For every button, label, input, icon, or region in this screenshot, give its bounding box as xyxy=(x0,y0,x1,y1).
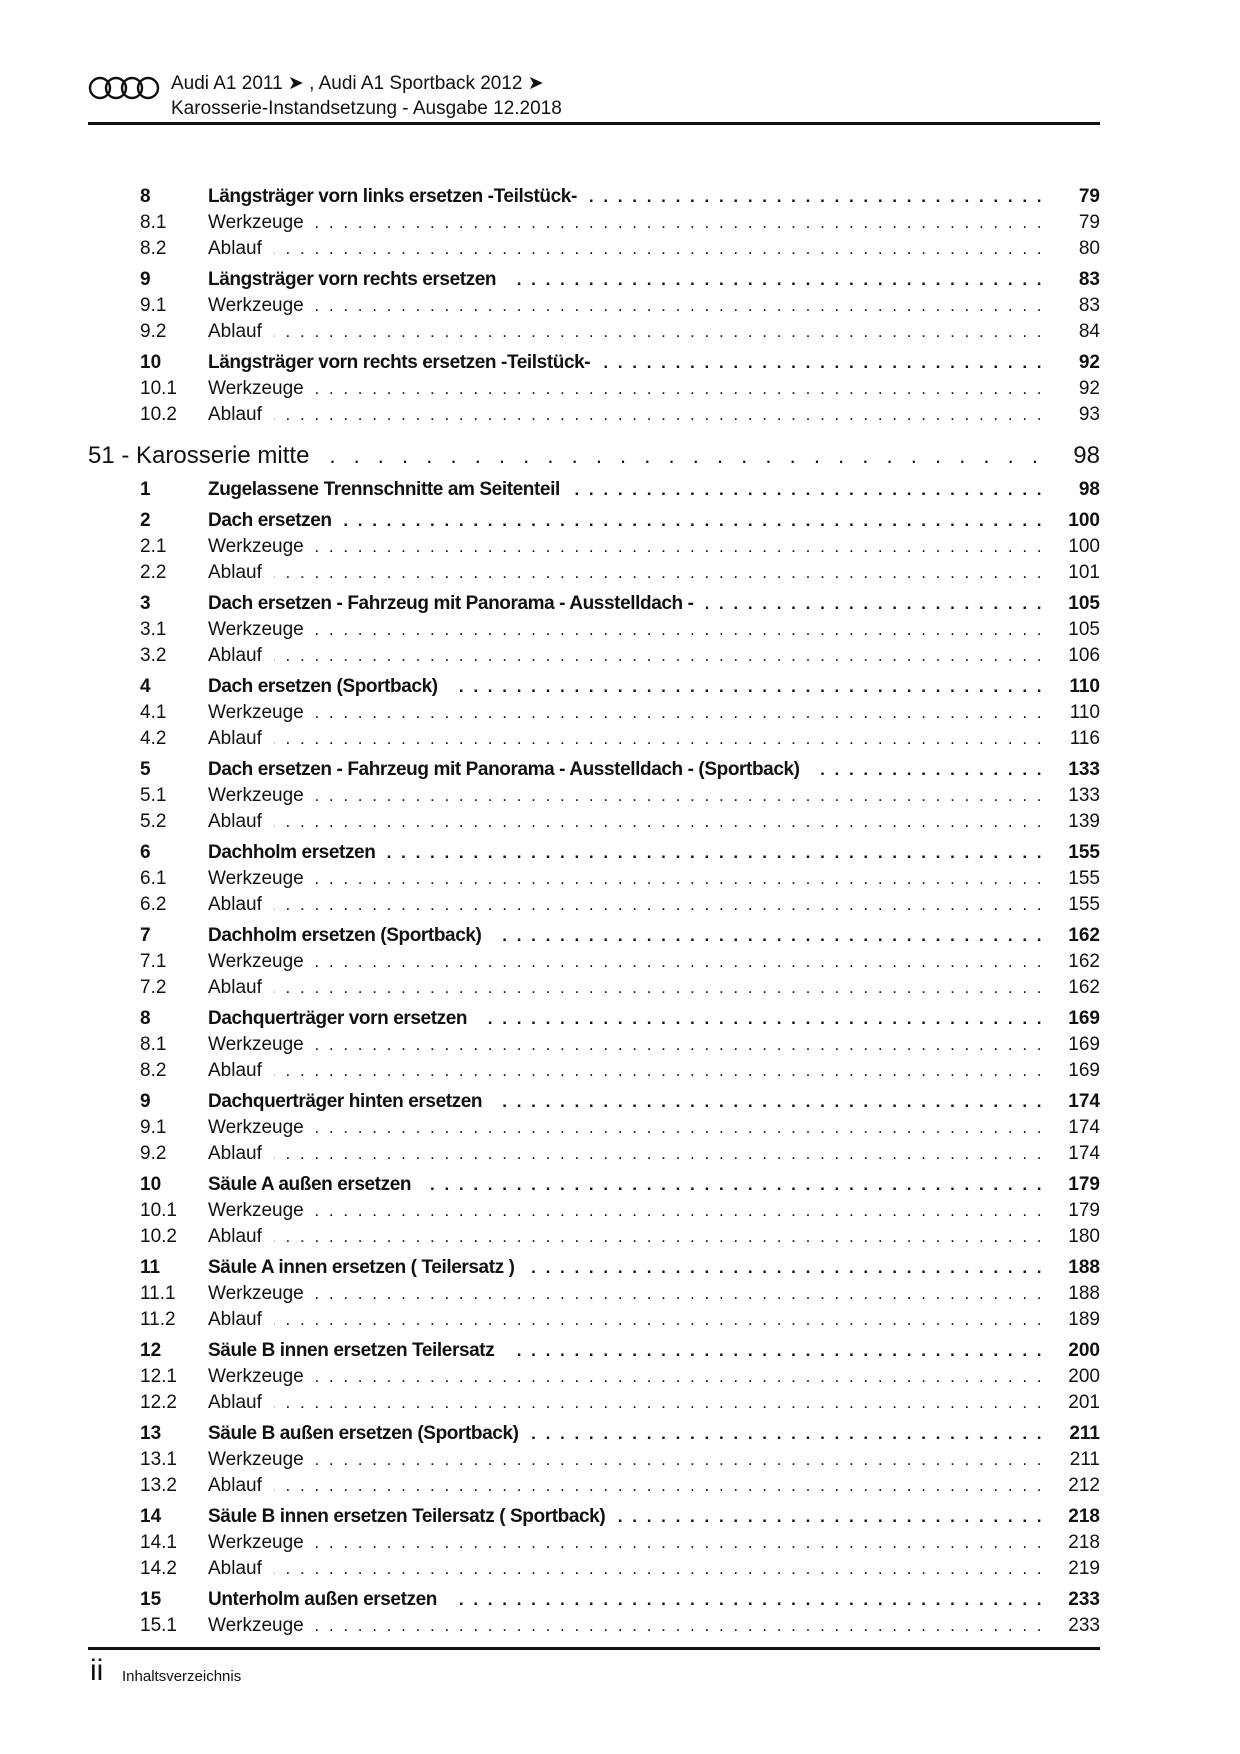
toc-page-number[interactable]: 105 xyxy=(1068,619,1100,640)
toc-subentry[interactable] xyxy=(88,532,1100,558)
footer-label: Inhaltsverzeichnis xyxy=(122,1668,242,1685)
toc-subentry[interactable] xyxy=(88,807,1100,833)
dot-leader xyxy=(316,1366,1044,1388)
dot-leader xyxy=(316,1200,1044,1222)
dot-leader xyxy=(706,593,1044,615)
toc-entry-title[interactable]: Werkzeuge xyxy=(208,1283,304,1304)
toc-entry-number: 15 xyxy=(140,1589,162,1610)
toc-entry-title[interactable]: Säule B innen ersetzen Teilersatz xyxy=(208,1340,495,1361)
toc-subentry[interactable] xyxy=(88,1113,1100,1139)
dot-leader xyxy=(531,1423,1044,1445)
toc-entry-number: 8 xyxy=(140,186,151,207)
toc-entry-title[interactable]: Säule A innen ersetzen ( Teilersatz ) xyxy=(208,1257,515,1278)
dot-leader xyxy=(316,1117,1044,1139)
toc-page-number[interactable]: 188 xyxy=(1068,1283,1100,1304)
toc-entry-number: 13 xyxy=(140,1423,162,1444)
toc-page-number[interactable]: 169 xyxy=(1068,1034,1100,1055)
toc-page-number[interactable]: 179 xyxy=(1068,1200,1100,1221)
toc-entry-title[interactable]: Werkzeuge xyxy=(208,1532,304,1553)
toc-page-number[interactable]: 174 xyxy=(1068,1143,1100,1164)
toc-entry-title[interactable]: Werkzeuge xyxy=(208,1034,304,1055)
toc-entry-title[interactable]: Werkzeuge xyxy=(208,868,304,889)
toc-chapter-entry[interactable] xyxy=(88,501,1100,532)
dot-leader xyxy=(812,759,1044,781)
toc-entry-number: 8.2 xyxy=(140,238,167,259)
toc-page-number[interactable]: 80 xyxy=(1078,238,1100,259)
toc-entry-title[interactable]: Ablauf xyxy=(208,1558,262,1579)
dot-leader xyxy=(602,352,1044,374)
toc-entry-number: 10 xyxy=(140,352,162,373)
toc-subentry[interactable] xyxy=(88,698,1100,724)
toc-page-number[interactable]: 162 xyxy=(1068,977,1100,998)
dot-leader xyxy=(274,728,1044,750)
toc-entry-title[interactable]: Säule B innen ersetzen Teilersatz ( Sportback) xyxy=(208,1506,606,1527)
toc-page-number[interactable]: 162 xyxy=(1068,951,1100,972)
toc-entry-title[interactable]: Dach ersetzen - Fahrzeug mit Panorama - Ausstelldach - (Sportback) xyxy=(208,759,800,780)
toc-subentry[interactable] xyxy=(88,400,1100,426)
dot-leader xyxy=(450,676,1044,698)
toc-chapter-entry[interactable] xyxy=(88,1414,1100,1445)
toc-entry-title[interactable]: Ablauf xyxy=(208,1475,262,1496)
toc-page-number[interactable]: 219 xyxy=(1068,1558,1100,1579)
toc-chapter-entry[interactable] xyxy=(88,1165,1100,1196)
toc-page-number[interactable]: 110 xyxy=(1069,676,1100,697)
toc-page-number[interactable]: 155 xyxy=(1068,842,1100,863)
toc-chapter-entry[interactable] xyxy=(88,1248,1100,1279)
dot-leader xyxy=(316,378,1044,400)
header-model-line: Audi A1 2011 ➤ , Audi A1 Sportback 2012 ➤ xyxy=(171,73,544,94)
toc-entry-title[interactable]: Werkzeuge xyxy=(208,536,304,557)
toc-page-number[interactable]: 83 xyxy=(1078,269,1100,290)
toc-page-number[interactable]: 200 xyxy=(1068,1366,1100,1387)
toc-page-number[interactable]: 174 xyxy=(1068,1091,1100,1112)
toc-page-number[interactable]: 100 xyxy=(1068,536,1100,557)
toc-subentry[interactable] xyxy=(88,1222,1100,1248)
toc-subentry[interactable] xyxy=(88,1471,1100,1497)
toc-entry-number: 4.1 xyxy=(140,702,167,723)
toc-chapter-entry[interactable] xyxy=(88,470,1100,501)
toc-subentry[interactable] xyxy=(88,1030,1100,1056)
toc-page-number[interactable]: 92 xyxy=(1078,352,1100,373)
toc-page-number[interactable]: 110 xyxy=(1069,702,1100,723)
dot-leader xyxy=(316,951,1044,973)
toc-page-number[interactable]: 233 xyxy=(1068,1589,1100,1610)
dot-leader xyxy=(316,702,1044,724)
dot-leader xyxy=(589,186,1044,208)
toc-entry-title[interactable]: Unterholm außen ersetzen xyxy=(208,1589,438,1610)
toc-entry-title[interactable]: Werkzeuge xyxy=(208,212,304,233)
toc-entry-title[interactable]: Säule A außen ersetzen xyxy=(208,1174,412,1195)
toc-entry-number: 12.2 xyxy=(140,1392,177,1413)
toc-entry-number: 10.2 xyxy=(140,404,177,425)
toc-entry-number: 12 xyxy=(140,1340,162,1361)
toc-subentry[interactable] xyxy=(88,641,1100,667)
toc-entry-number: 11.1 xyxy=(140,1283,176,1304)
toc-page-number[interactable]: 84 xyxy=(1078,321,1100,342)
toc-chapter-entry[interactable] xyxy=(88,260,1100,291)
dot-leader xyxy=(449,1589,1044,1611)
toc-entry-title[interactable]: Dachholm ersetzen xyxy=(208,842,376,863)
dot-leader xyxy=(274,321,1044,343)
toc-subentry[interactable] xyxy=(88,615,1100,641)
toc-entry-number: 9.1 xyxy=(140,1117,167,1138)
toc-chapter-entry[interactable] xyxy=(88,750,1100,781)
toc-entry-title[interactable]: Säule B außen ersetzen (Sportback) xyxy=(208,1423,519,1444)
dot-leader xyxy=(493,925,1044,947)
toc-entry-title[interactable]: Längsträger vorn rechts ersetzen -Teilstück- xyxy=(208,352,591,373)
dot-leader xyxy=(321,442,1044,470)
toc-subentry[interactable] xyxy=(88,1388,1100,1414)
dot-leader xyxy=(274,894,1044,916)
toc-entry-number: 4 xyxy=(140,676,151,697)
toc-page-number[interactable]: 83 xyxy=(1078,295,1100,316)
dot-leader xyxy=(316,1449,1044,1471)
toc-entry-title[interactable]: Ablauf xyxy=(208,894,262,915)
toc-page-number[interactable]: 100 xyxy=(1068,510,1100,531)
toc-page-number[interactable]: 155 xyxy=(1068,894,1100,915)
toc-entry-number: 3.2 xyxy=(140,645,167,666)
header-divider xyxy=(88,122,1100,125)
toc-chapter-entry[interactable] xyxy=(88,999,1100,1030)
toc-entry-title[interactable]: Dachquerträger hinten ersetzen xyxy=(208,1091,483,1112)
toc-entry-title[interactable]: Werkzeuge xyxy=(208,951,304,972)
toc-entry-title[interactable]: Ablauf xyxy=(208,1060,262,1081)
dot-leader xyxy=(344,510,1044,532)
dot-leader xyxy=(316,868,1044,890)
dot-leader xyxy=(316,1283,1044,1305)
toc-chapter-entry[interactable] xyxy=(88,833,1100,864)
toc-page-number[interactable]: 174 xyxy=(1068,1117,1100,1138)
toc-page-number[interactable]: 233 xyxy=(1068,1615,1100,1636)
toc-entry-title[interactable]: Ablauf xyxy=(208,321,262,342)
toc-page-number[interactable]: 218 xyxy=(1068,1506,1100,1527)
toc-entry-number: 3.1 xyxy=(140,619,167,640)
toc-chapter-entry[interactable] xyxy=(88,584,1100,615)
dot-leader xyxy=(274,562,1044,584)
dot-leader xyxy=(274,811,1044,833)
toc-subentry[interactable] xyxy=(88,890,1100,916)
toc-entry-number: 10.1 xyxy=(140,1200,177,1221)
toc-entry-title[interactable]: Dach ersetzen xyxy=(208,510,332,531)
header-manual-title: Karosserie-Instandsetzung - Ausgabe 12.2018 xyxy=(171,98,562,119)
toc-entry-title[interactable]: Dachquerträger vorn ersetzen xyxy=(208,1008,468,1029)
toc-page-number[interactable]: 116 xyxy=(1069,728,1100,749)
toc-entry-number: 9 xyxy=(140,269,151,290)
toc-page-number[interactable]: 106 xyxy=(1068,645,1100,666)
dot-leader xyxy=(274,1060,1044,1082)
toc-entry-number: 9.2 xyxy=(140,321,167,342)
dot-leader xyxy=(274,1558,1044,1580)
toc-page-number[interactable]: 180 xyxy=(1068,1226,1100,1247)
toc-page-number[interactable]: 98 xyxy=(1078,479,1100,500)
toc-page-number[interactable]: 218 xyxy=(1068,1532,1100,1553)
toc-entry-number: 5 xyxy=(140,759,151,780)
toc-page-number[interactable]: 92 xyxy=(1078,378,1100,399)
toc-entry-number: 13.1 xyxy=(140,1449,177,1470)
toc-entry-number: 5.1 xyxy=(140,785,167,806)
toc-entry-number: 11 xyxy=(140,1257,161,1278)
toc-chapter-entry[interactable] xyxy=(88,1082,1100,1113)
toc-page-number[interactable]: 188 xyxy=(1068,1257,1100,1278)
toc-entry-number: 15.1 xyxy=(140,1615,177,1636)
toc-subentry[interactable] xyxy=(88,1554,1100,1580)
toc-entry-number: 9 xyxy=(140,1091,151,1112)
dot-leader xyxy=(316,1532,1044,1554)
toc-entry-title[interactable]: Ablauf xyxy=(208,811,262,832)
toc-entry-title[interactable]: Werkzeuge xyxy=(208,702,304,723)
toc-entry-number: 3 xyxy=(140,593,151,614)
toc-entry-number: 6.1 xyxy=(140,868,167,889)
dot-leader xyxy=(316,785,1044,807)
toc-page-number[interactable]: 155 xyxy=(1068,868,1100,889)
toc-page-number[interactable]: 211 xyxy=(1069,1423,1100,1444)
toc-entry-title[interactable]: Ablauf xyxy=(208,1143,262,1164)
toc-entry-number: 7.2 xyxy=(140,977,167,998)
dot-leader xyxy=(617,1506,1044,1528)
toc-entry-number: 1 xyxy=(140,479,151,500)
dot-leader xyxy=(479,1008,1044,1030)
toc-page-number[interactable]: 200 xyxy=(1068,1340,1100,1361)
toc-entry-title[interactable]: Ablauf xyxy=(208,404,262,425)
toc-entry-title[interactable]: Längsträger vorn rechts ersetzen xyxy=(208,269,497,290)
toc-entry-number: 6.2 xyxy=(140,894,167,915)
toc-entry-number: 7.1 xyxy=(140,951,167,972)
toc-subentry[interactable] xyxy=(88,781,1100,807)
toc-chapter-entry[interactable] xyxy=(88,343,1100,374)
toc-entry-title[interactable]: Zugelassene Trennschnitte am Seitenteil xyxy=(208,479,560,500)
footer-page-number: ii xyxy=(90,1654,104,1687)
toc-entry-number: 6 xyxy=(140,842,151,863)
toc-entry-number: 2.2 xyxy=(140,562,167,583)
toc-entry-title[interactable]: Werkzeuge xyxy=(208,1117,304,1138)
toc-entry-number: 13.2 xyxy=(140,1475,177,1496)
toc-entry-title[interactable]: Ablauf xyxy=(208,977,262,998)
toc-entry-number: 8.1 xyxy=(140,212,167,233)
toc-entry-number: 14.1 xyxy=(140,1532,177,1553)
toc-entry-number: 10 xyxy=(140,1174,162,1195)
toc-subentry[interactable] xyxy=(88,1056,1100,1082)
toc-chapter-entry[interactable] xyxy=(88,1497,1100,1528)
toc-subentry[interactable] xyxy=(88,1196,1100,1222)
audi-rings-logo xyxy=(88,76,162,100)
toc-subentry[interactable] xyxy=(88,317,1100,343)
toc-entry-number: 14 xyxy=(140,1506,162,1527)
toc-page-number[interactable]: 189 xyxy=(1068,1309,1100,1330)
toc-page-number[interactable]: 133 xyxy=(1068,785,1100,806)
toc-entry-number: 14.2 xyxy=(140,1558,177,1579)
toc-entry-title[interactable]: Ablauf xyxy=(208,238,262,259)
toc-page-number[interactable]: 101 xyxy=(1068,562,1100,583)
dot-leader xyxy=(316,619,1044,641)
toc-subentry[interactable] xyxy=(88,1445,1100,1471)
toc-entry-title[interactable]: Ablauf xyxy=(208,728,262,749)
toc-subentry[interactable] xyxy=(88,208,1100,234)
toc-entry-title[interactable]: 51 - Karosserie mitte xyxy=(88,442,310,469)
toc-subentry[interactable] xyxy=(88,374,1100,400)
toc-page-number[interactable]: 162 xyxy=(1068,925,1100,946)
toc-subentry[interactable] xyxy=(88,1279,1100,1305)
dot-leader xyxy=(387,842,1044,864)
dot-leader xyxy=(316,1615,1044,1637)
toc-entry-title[interactable]: Werkzeuge xyxy=(208,295,304,316)
toc-subentry[interactable] xyxy=(88,1611,1100,1637)
toc-entry-number: 4.2 xyxy=(140,728,167,749)
toc-entry-number: 8 xyxy=(140,1008,151,1029)
toc-chapter-entry[interactable] xyxy=(88,1331,1100,1362)
toc-entry-title[interactable]: Werkzeuge xyxy=(208,619,304,640)
toc-entry-title[interactable]: Werkzeuge xyxy=(208,785,304,806)
toc-entry-number: 8.1 xyxy=(140,1034,167,1055)
toc-entry-title[interactable]: Werkzeuge xyxy=(208,1200,304,1221)
toc-entry-number: 11.2 xyxy=(140,1309,176,1330)
toc-subentry[interactable] xyxy=(88,291,1100,317)
toc-page-number[interactable]: 105 xyxy=(1068,593,1100,614)
toc-entry-number: 8.2 xyxy=(140,1060,167,1081)
toc-entry-title[interactable]: Ablauf xyxy=(208,1309,262,1330)
toc-entry-title[interactable]: Werkzeuge xyxy=(208,1366,304,1387)
toc-subentry[interactable] xyxy=(88,1362,1100,1388)
toc-page-number[interactable]: 139 xyxy=(1068,811,1100,832)
toc-page-number[interactable]: 79 xyxy=(1078,186,1100,207)
dot-leader xyxy=(274,1392,1044,1414)
toc-subentry[interactable] xyxy=(88,724,1100,750)
dot-leader xyxy=(274,977,1044,999)
toc-entry-title[interactable]: Ablauf xyxy=(208,645,262,666)
toc-chapter-entry[interactable] xyxy=(88,667,1100,698)
toc-subentry[interactable] xyxy=(88,1528,1100,1554)
toc-entry-title[interactable]: Dachholm ersetzen (Sportback) xyxy=(208,925,482,946)
dot-leader xyxy=(494,1091,1044,1113)
toc-entry-number: 5.2 xyxy=(140,811,167,832)
dot-leader xyxy=(274,1143,1044,1165)
toc-entry-number: 10.2 xyxy=(140,1226,177,1247)
dot-leader xyxy=(316,212,1044,234)
toc-entry-title[interactable]: Dach ersetzen (Sportback) xyxy=(208,676,438,697)
dot-leader xyxy=(423,1174,1044,1196)
dot-leader xyxy=(508,269,1044,291)
dot-leader xyxy=(316,1034,1044,1056)
table-of-contents xyxy=(88,182,1100,1637)
dot-leader xyxy=(572,479,1044,501)
dot-leader xyxy=(527,1257,1044,1279)
dot-leader xyxy=(274,1309,1044,1331)
dot-leader xyxy=(274,645,1044,667)
dot-leader xyxy=(316,536,1044,558)
toc-entry-number: 2.1 xyxy=(140,536,167,557)
dot-leader xyxy=(274,1226,1044,1248)
toc-chapter-entry[interactable] xyxy=(88,182,1100,208)
toc-entry-number: 10.1 xyxy=(140,378,177,399)
toc-page-number[interactable]: 93 xyxy=(1078,404,1100,425)
toc-chapter-entry[interactable] xyxy=(88,916,1100,947)
toc-subentry[interactable] xyxy=(88,973,1100,999)
toc-entry-title[interactable]: Längsträger vorn links ersetzen -Teilstück- xyxy=(208,186,577,207)
toc-entry-title[interactable]: Werkzeuge xyxy=(208,1449,304,1470)
toc-page-number[interactable]: 133 xyxy=(1068,759,1100,780)
toc-page-number[interactable]: 79 xyxy=(1078,212,1100,233)
toc-subentry[interactable] xyxy=(88,234,1100,260)
toc-entry-title[interactable]: Ablauf xyxy=(208,1392,262,1413)
dot-leader xyxy=(274,238,1044,260)
toc-page-number[interactable]: 169 xyxy=(1068,1060,1100,1081)
toc-page-number[interactable]: 201 xyxy=(1068,1392,1100,1413)
toc-subentry[interactable] xyxy=(88,947,1100,973)
toc-entry-title[interactable]: Dach ersetzen - Fahrzeug mit Panorama - Ausstelldach - xyxy=(208,593,694,614)
dot-leader xyxy=(506,1340,1044,1362)
toc-entry-title[interactable]: Ablauf xyxy=(208,562,262,583)
toc-page-number[interactable]: 211 xyxy=(1069,1449,1100,1470)
toc-subentry[interactable] xyxy=(88,864,1100,890)
toc-entry-number: 2 xyxy=(140,510,151,531)
toc-page-number[interactable]: 98 xyxy=(1073,442,1100,469)
toc-section-heading[interactable] xyxy=(88,426,1100,470)
toc-subentry[interactable] xyxy=(88,1305,1100,1331)
toc-page-number[interactable]: 179 xyxy=(1068,1174,1100,1195)
toc-entry-title[interactable]: Ablauf xyxy=(208,1226,262,1247)
toc-entry-number: 9.2 xyxy=(140,1143,167,1164)
toc-entry-number: 12.1 xyxy=(140,1366,177,1387)
dot-leader xyxy=(316,295,1044,317)
toc-entry-title[interactable]: Werkzeuge xyxy=(208,1615,304,1636)
dot-leader xyxy=(274,404,1044,426)
footer-divider xyxy=(88,1647,1100,1650)
toc-page-number[interactable]: 212 xyxy=(1068,1475,1100,1496)
toc-entry-number: 7 xyxy=(140,925,151,946)
toc-subentry[interactable] xyxy=(88,1139,1100,1165)
dot-leader xyxy=(274,1475,1044,1497)
toc-subentry[interactable] xyxy=(88,558,1100,584)
toc-chapter-entry[interactable] xyxy=(88,1580,1100,1611)
toc-page-number[interactable]: 169 xyxy=(1068,1008,1100,1029)
toc-entry-title[interactable]: Werkzeuge xyxy=(208,378,304,399)
toc-entry-number: 9.1 xyxy=(140,295,167,316)
